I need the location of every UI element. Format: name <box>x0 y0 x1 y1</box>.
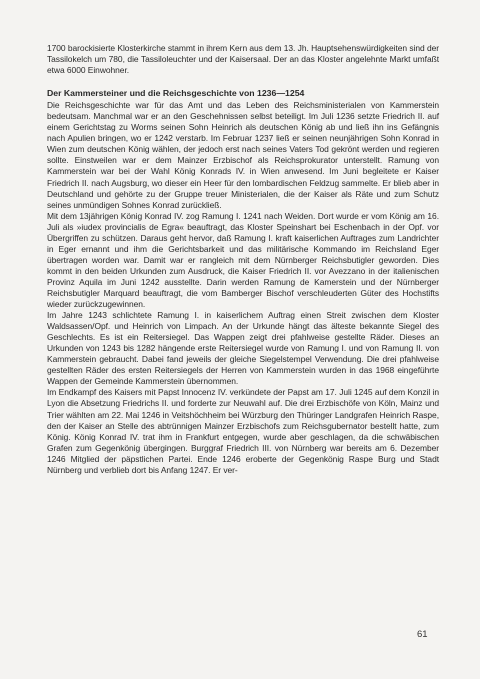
body-paragraph: Im Endkampf des Kaisers mit Papst Innocenz IV. verkündete der Papst am 17. Juli 1245 auf dem Konzil in Lyon die Absetzung Friedrichs II. und forderte zur Neuwahl auf. Die drei Erzbischöfe von Köln, Mainz und Trier wählten am 22. Mai 1246 in Veitshöchheim bei Würzburg den Thüringer Landgrafen Heinrich Raspe, den der Kaiser an Stelle des abtrünnigen Mainzer Erzbischofs zum Reichsgubernator bestellt hatte, zum König. König Konrad IV. trat ihm in Frankfurt entgegen, wurde aber geschlagen, da die schwäbischen Grafen zum Gegenkönig übergingen. Burggraf Friedrich III. von Nürnberg war bereits am 6. Dezember 1246 Mitglied der päpstlichen Partei. Ende 1246 eroberte der Gegenkönig Raspe Burg und Stadt Nürnberg und verblieb dort bis Anfang 1247. Er ver- <box>47 387 439 475</box>
page-number: 61 <box>417 629 428 640</box>
section-heading: Der Kammersteiner und die Reichsgeschichte von 1236—1254 <box>47 88 305 99</box>
body-paragraph: Mit dem 13jährigen König Konrad IV. zog Ramung I. 1241 nach Weiden. Dort wurde er vom König am 16. Juli als »iudex provincialis de Egra« beauftragt, das Kloster Speinshart bei Eschenbach in der Opf. vor Übergriffen zu schützen. Daraus geht hervor, daß Ramung I. kraft kaiserlichen Auftrages zum Landrichter in Eger ernannt und ihm die Gerichtsbarkeit und das militärische Kommando im Reichsland Eger übertragen worden war. Damit war er rangleich mit dem Nürnberger Reichsbutigler geworden. Dies kommt in den beiden Urkunden zum Ausdruck, die Kaiser Friedrich II. vor Avezzano in der italienischen Provinz Aquila im Juni 1242 ausstellte. Darin werden Ramung de Kamerstein und der Nürnberger Reichsbutigler Marquard beauftragt, die vom Bamberger Bischof verschleuderten Güter des Hochstifts wieder zurückzugewinnen. <box>47 210 439 310</box>
body-paragraph: Die Reichsgeschichte war für das Amt und das Leben des Reichsministerialen von Kammerstein bedeutsam. Manchmal war er an den Geschehnissen selbst beteiligt. Im Juli 1236 setzte Friedrich II. auf einem Gerichtstag zu Worms seinen Sohn Heinrich als deutschen König ab und ließ ihn ins Gefängnis nach Apulien bringen, wo er 1242 verstarb. Im Februar 1237 ließ er seinen neunjährigen Sohn Konrad in Wien zum deutschen König wählen, der jedoch erst nach seines Vaters Tod gekrönt werden und regieren sollte. Einstweilen war er dem Mainzer Erzbischof als Reichsprokurator unterstellt. Ramung von Kammerstein war bei der Wahl König Konrads IV. in Wien anwesend. Im Juni begleitete er Kaiser Friedrich II. nach Augsburg, wo dieser ein Heer für den lombardischen Feldzug sammelte. Er blieb aber in Deutschland und gehörte zu der Gruppe treuer Ministerialen, die der Kaiser als Räte und zum Schutz seines unmündigen Sohnes Konrad zurückließ. <box>47 100 439 210</box>
intro-paragraph: 1700 barockisierte Klosterkirche stammt in ihrem Kern aus dem 13. Jh. Hauptsehenswürdigkeiten sind der Tassilokelch um 780, die Tassiloleuchter und der Kaisersaal. Der an das Kloster angelehnte Markt umfaßt etwa 6000 Einwohner. <box>47 43 439 76</box>
body-paragraph: Im Jahre 1243 schlichtete Ramung I. in kaiserlichem Auftrag einen Streit zwischen dem Kloster Waldsassen/Opf. und Heinrich von Limpach. An der Urkunde hängt das älteste bekannte Siegel des Geschlechts. Es ist ein Reitersiegel. Das Wappen zeigt drei pfahlweise gestellte Räder. Dieses an Urkunden von 1243 bis 1282 hängende erste Reitersiegel wurde von Ramung I. und von Ramung II. von Kammerstein gebraucht. Dabei fand jeweils der gleiche Siegelstempel Verwendung. Die drei pfahlweise gestellten Räder des ersten Reitersiegels der Herren von Kammerstein wurden in das 1968 eingeführte Wappen der Gemeinde Kammerstein übernommen. <box>47 310 439 387</box>
text-block <box>47 43 439 476</box>
